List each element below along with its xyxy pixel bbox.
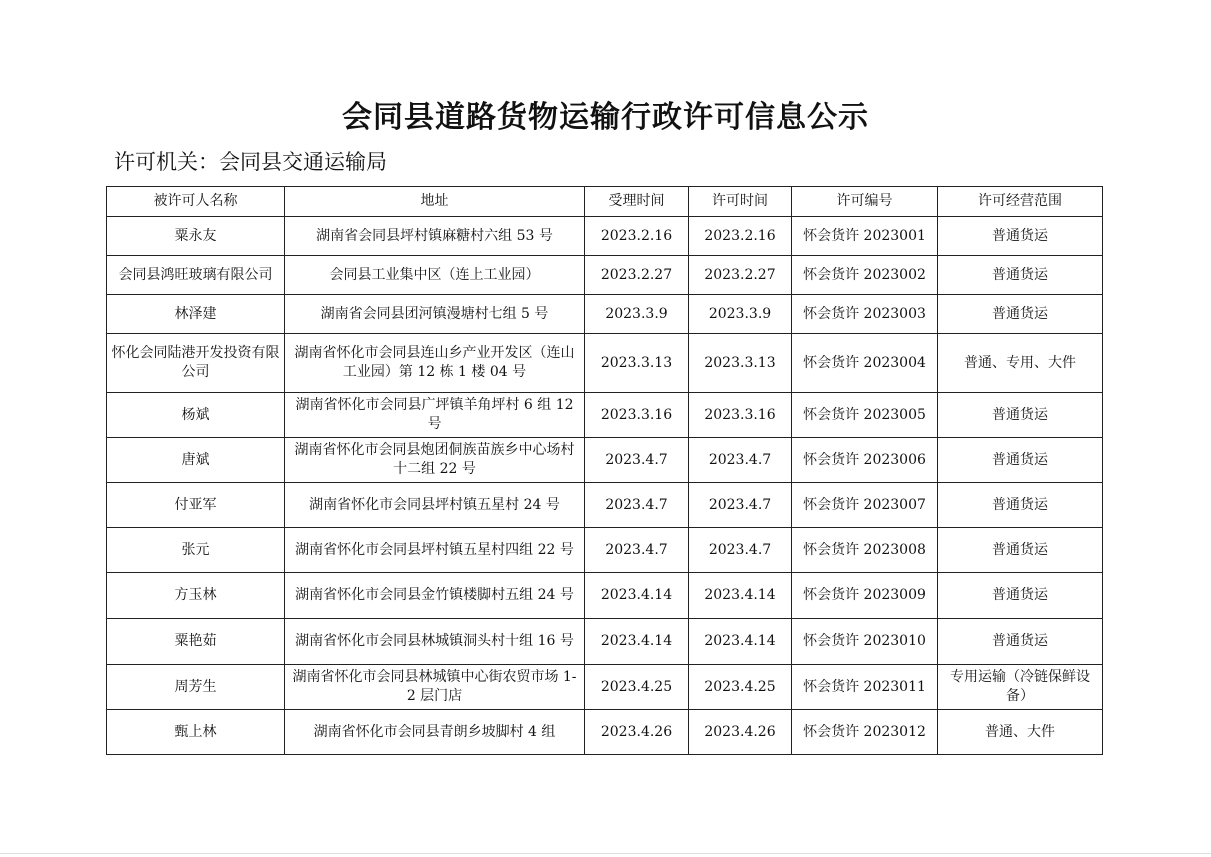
permit-number: 怀会货许 2023009 bbox=[792, 573, 938, 619]
table-header-row bbox=[107, 187, 1103, 217]
licensee-name: 唐斌 bbox=[107, 438, 285, 483]
business-scope: 专用运输（冷链保鲜设备） bbox=[938, 665, 1103, 710]
business-scope: 普通货运 bbox=[938, 528, 1103, 573]
table-row bbox=[107, 438, 1103, 483]
accept-date: 2023.2.27 bbox=[585, 256, 689, 295]
accept-date: 2023.3.9 bbox=[585, 295, 689, 334]
permit-number: 怀会货许 2023002 bbox=[792, 256, 938, 295]
permit-date: 2023.4.25 bbox=[689, 665, 792, 710]
licensee-name: 会同县鸿旺玻璃有限公司 bbox=[107, 256, 285, 295]
permit-number: 怀会货许 2023008 bbox=[792, 528, 938, 573]
address: 湖南省会同县坪村镇麻糖村六组 53 号 bbox=[285, 217, 585, 256]
permit-number: 怀会货许 2023003 bbox=[792, 295, 938, 334]
address: 湖南省会同县团河镇漫塘村七组 5 号 bbox=[285, 295, 585, 334]
permit-number: 怀会货许 2023006 bbox=[792, 438, 938, 483]
table-row bbox=[107, 619, 1103, 665]
permit-date: 2023.4.26 bbox=[689, 710, 792, 755]
table-row bbox=[107, 295, 1103, 334]
licensee-name: 怀化会同陆港开发投资有限公司 bbox=[107, 334, 285, 393]
licensee-name: 粟艳茹 bbox=[107, 619, 285, 665]
permit-date: 2023.3.13 bbox=[689, 334, 792, 393]
address: 湖南省怀化市会同县连山乡产业开发区（连山工业园）第 12 栋 1 楼 04 号 bbox=[285, 334, 585, 393]
header-licensee-name: 被许可人名称 bbox=[107, 187, 285, 217]
address: 湖南省怀化市会同县金竹镇楼脚村五组 24 号 bbox=[285, 573, 585, 619]
address: 湖南省怀化市会同县青朗乡坡脚村 4 组 bbox=[285, 710, 585, 755]
header-business-scope: 许可经营范围 bbox=[938, 187, 1103, 217]
header-permit-number: 许可编号 bbox=[792, 187, 938, 217]
business-scope: 普通货运 bbox=[938, 483, 1103, 528]
table-row bbox=[107, 217, 1103, 256]
address: 会同县工业集中区（连上工业园） bbox=[285, 256, 585, 295]
permit-date: 2023.2.27 bbox=[689, 256, 792, 295]
address: 湖南省怀化市会同县林城镇洞头村十组 16 号 bbox=[285, 619, 585, 665]
accept-date: 2023.4.7 bbox=[585, 438, 689, 483]
accept-date: 2023.4.26 bbox=[585, 710, 689, 755]
accept-date: 2023.4.14 bbox=[585, 619, 689, 665]
business-scope: 普通货运 bbox=[938, 438, 1103, 483]
licensee-name: 周芳生 bbox=[107, 665, 285, 710]
accept-date: 2023.3.16 bbox=[585, 393, 689, 438]
permit-date: 2023.4.7 bbox=[689, 528, 792, 573]
permit-table bbox=[106, 186, 1103, 755]
table-row bbox=[107, 665, 1103, 710]
permit-number: 怀会货许 2023005 bbox=[792, 393, 938, 438]
scan-edge-line bbox=[0, 853, 1211, 854]
table-row bbox=[107, 334, 1103, 393]
accept-date: 2023.2.16 bbox=[585, 217, 689, 256]
header-accept-date: 受理时间 bbox=[585, 187, 689, 217]
business-scope: 普通、专用、大件 bbox=[938, 334, 1103, 393]
table-row bbox=[107, 528, 1103, 573]
business-scope: 普通货运 bbox=[938, 393, 1103, 438]
business-scope: 普通货运 bbox=[938, 619, 1103, 665]
permit-number: 怀会货许 2023004 bbox=[792, 334, 938, 393]
business-scope: 普通货运 bbox=[938, 295, 1103, 334]
accept-date: 2023.4.14 bbox=[585, 573, 689, 619]
licensee-name: 张元 bbox=[107, 528, 285, 573]
permit-date: 2023.4.14 bbox=[689, 619, 792, 665]
table-row bbox=[107, 393, 1103, 438]
address: 湖南省怀化市会同县坪村镇五星村 24 号 bbox=[285, 483, 585, 528]
address: 湖南省怀化市会同县炮团侗族苗族乡中心场村十二组 22 号 bbox=[285, 438, 585, 483]
permit-number: 怀会货许 2023010 bbox=[792, 619, 938, 665]
accept-date: 2023.4.25 bbox=[585, 665, 689, 710]
header-address: 地址 bbox=[285, 187, 585, 217]
business-scope: 普通、大件 bbox=[938, 710, 1103, 755]
permit-date: 2023.4.7 bbox=[689, 438, 792, 483]
table-row bbox=[107, 710, 1103, 755]
business-scope: 普通货运 bbox=[938, 217, 1103, 256]
table-row bbox=[107, 256, 1103, 295]
permit-date: 2023.3.9 bbox=[689, 295, 792, 334]
page-title: 会同县道路货物运输行政许可信息公示 bbox=[342, 100, 869, 135]
permit-date: 2023.4.7 bbox=[689, 483, 792, 528]
licensee-name: 方玉林 bbox=[107, 573, 285, 619]
permit-date: 2023.4.14 bbox=[689, 573, 792, 619]
licensee-name: 付亚军 bbox=[107, 483, 285, 528]
business-scope: 普通货运 bbox=[938, 573, 1103, 619]
header-permit-date: 许可时间 bbox=[689, 187, 792, 217]
permit-date: 2023.2.16 bbox=[689, 217, 792, 256]
accept-date: 2023.4.7 bbox=[585, 483, 689, 528]
table-row bbox=[107, 573, 1103, 619]
permit-number: 怀会货许 2023011 bbox=[792, 665, 938, 710]
permit-number: 怀会货许 2023007 bbox=[792, 483, 938, 528]
address: 湖南省怀化市会同县林城镇中心街农贸市场 1-2 层门店 bbox=[285, 665, 585, 710]
business-scope: 普通货运 bbox=[938, 256, 1103, 295]
accept-date: 2023.3.13 bbox=[585, 334, 689, 393]
address: 湖南省怀化市会同县坪村镇五星村四组 22 号 bbox=[285, 528, 585, 573]
permit-number: 怀会货许 2023012 bbox=[792, 710, 938, 755]
permit-date: 2023.3.16 bbox=[689, 393, 792, 438]
licensee-name: 甄上林 bbox=[107, 710, 285, 755]
permit-authority: 许可机关：会同县交通运输局 bbox=[114, 150, 387, 174]
licensee-name: 林泽建 bbox=[107, 295, 285, 334]
table-row bbox=[107, 483, 1103, 528]
address: 湖南省怀化市会同县广坪镇羊角坪村 6 组 12 号 bbox=[285, 393, 585, 438]
licensee-name: 粟永友 bbox=[107, 217, 285, 256]
accept-date: 2023.4.7 bbox=[585, 528, 689, 573]
permit-number: 怀会货许 2023001 bbox=[792, 217, 938, 256]
licensee-name: 杨斌 bbox=[107, 393, 285, 438]
